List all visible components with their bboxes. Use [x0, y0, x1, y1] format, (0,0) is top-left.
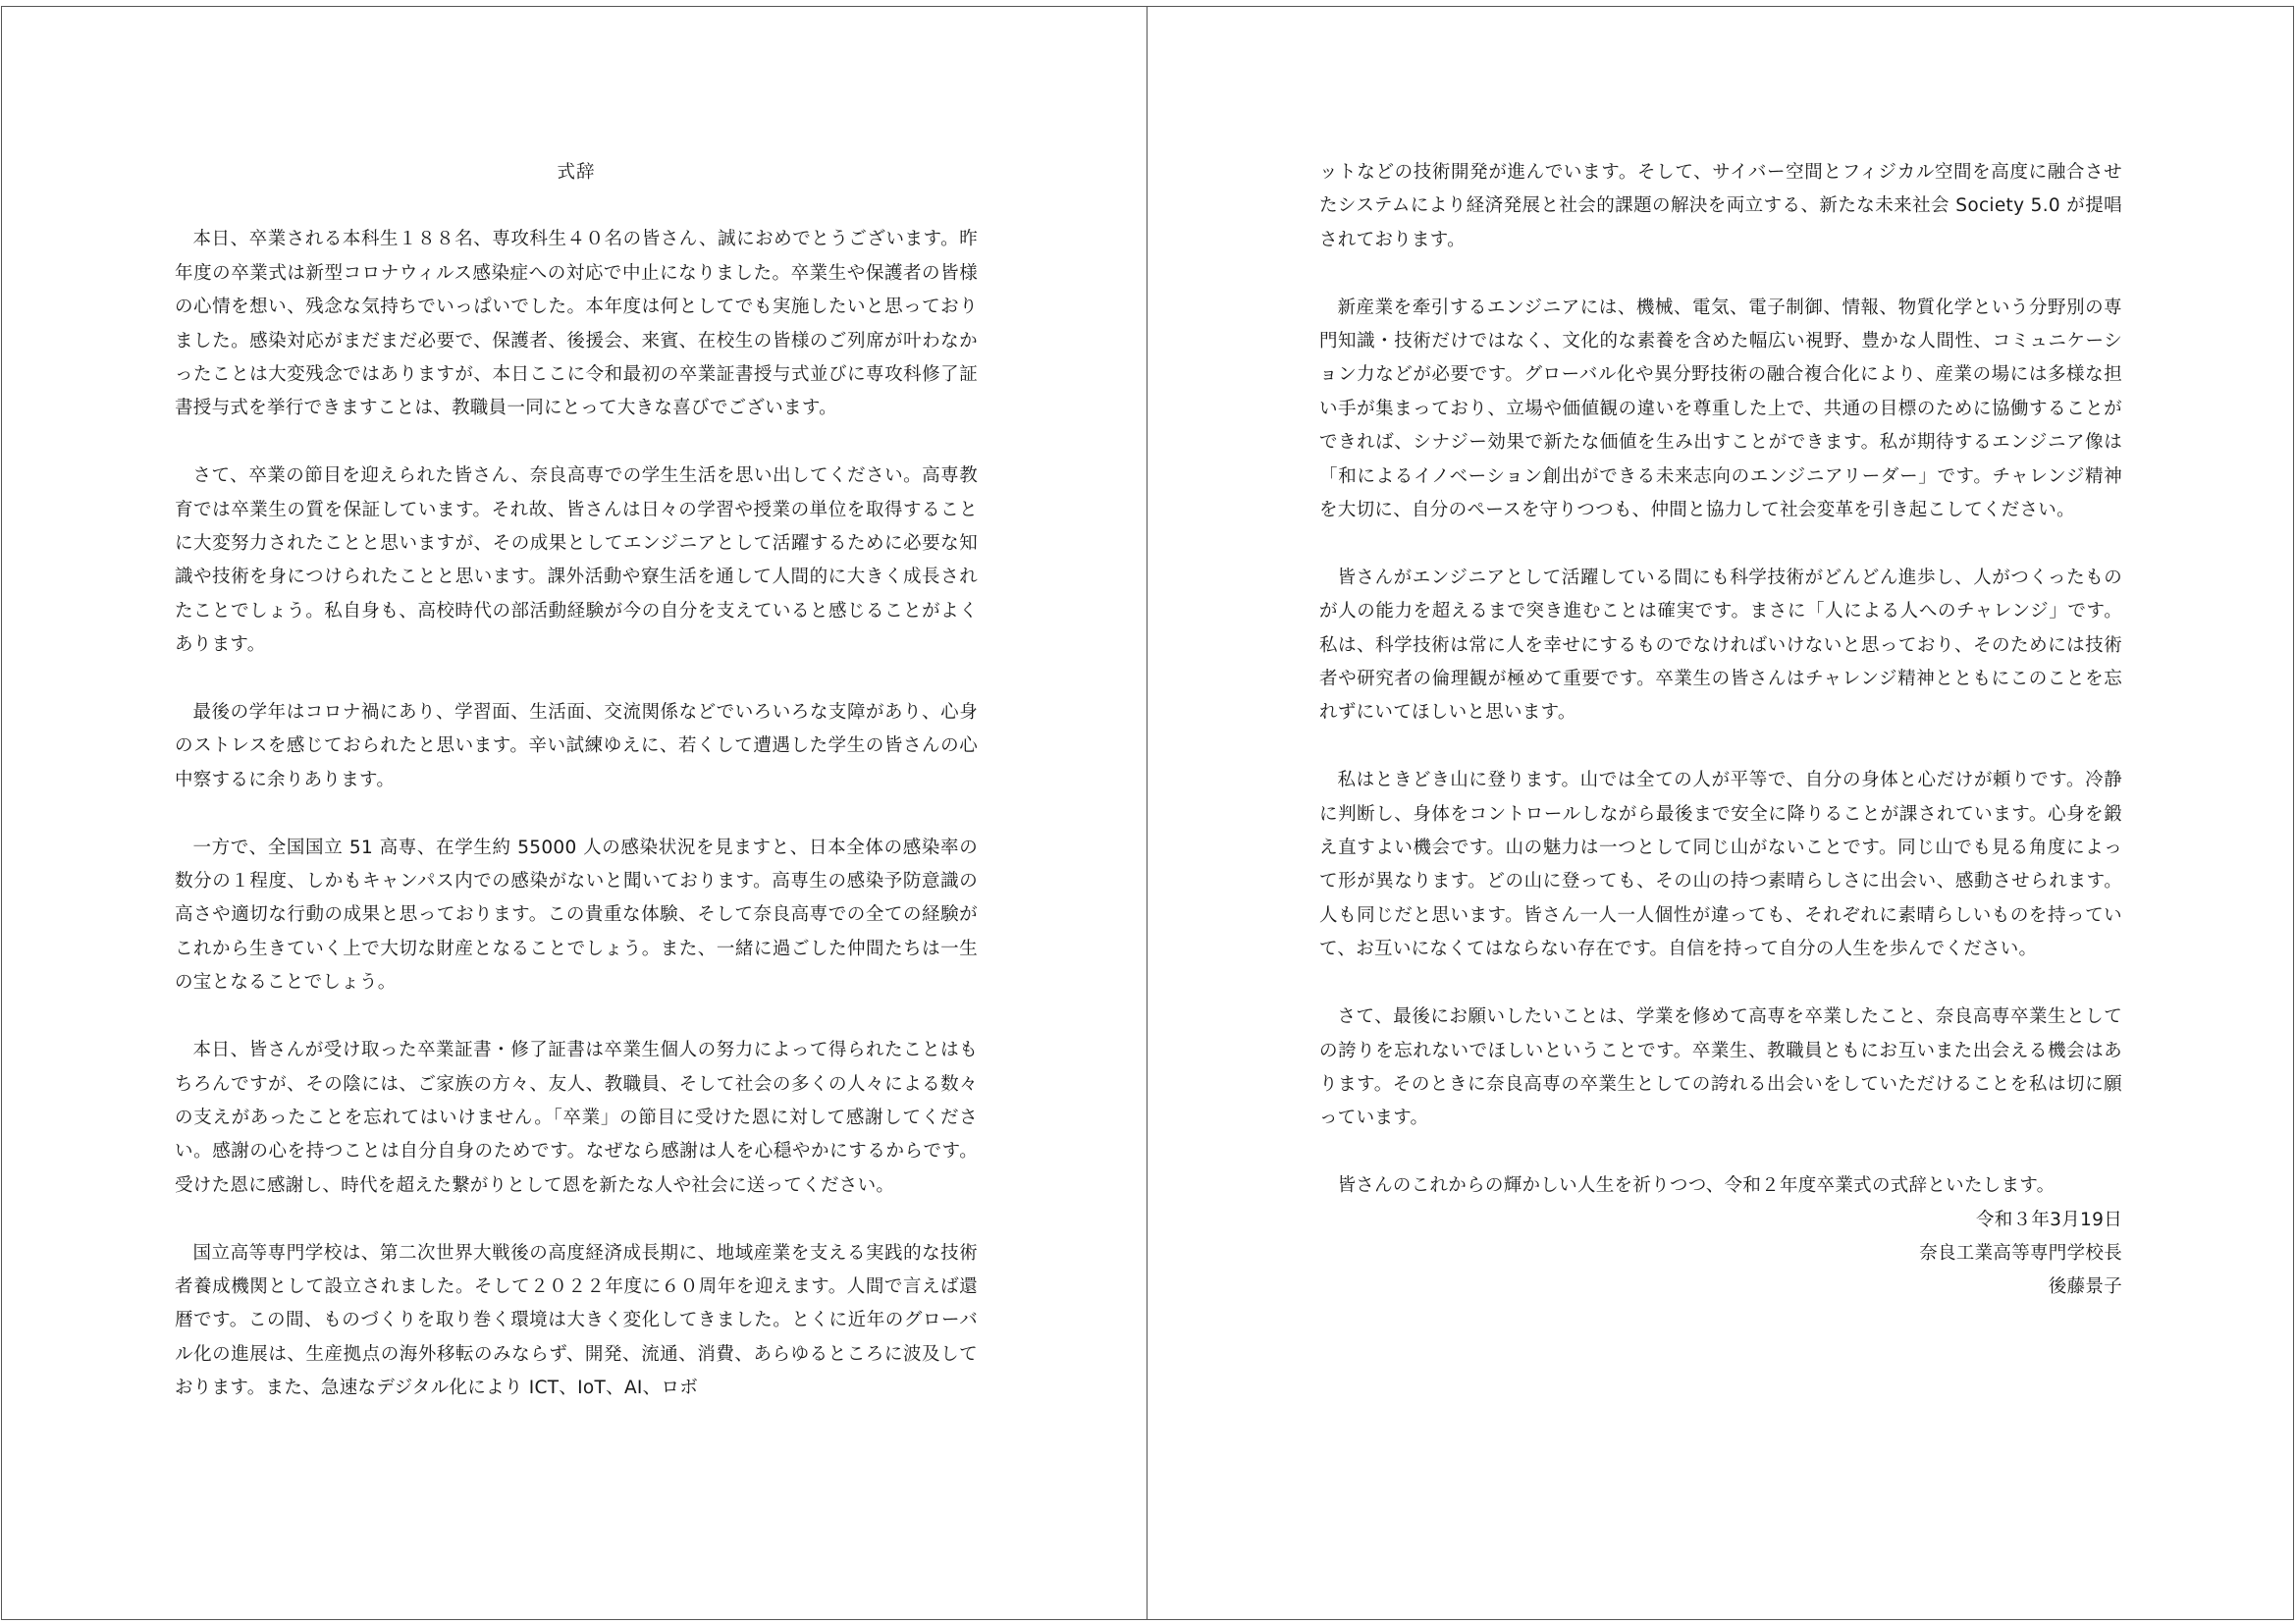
right-page-content: [1319, 156, 2122, 1305]
right-page: [1147, 6, 2294, 1620]
left-page: [1, 6, 1149, 1620]
paragraph-mountains: 私はときどき山に登ります。山では全ての人が平等で、自分の身体と心だけが頼りです。冷静に判断し、身体をコントロールしながら最後まで安全に降りることが課されています。心身を鍛え直すよい機会です。山の魅力は一つとして同じ山がないことです。同じ山でも見る角度によって形が異なります。どの山に登っても、その山の持つ素晴らしさに出会い、感動させられます。人も同じだと思います。皆さん一人一人個性が違っても、それぞれに素晴らしいものを持っていて、お互いになくてはならない存在です。自信を持って自分の人生を歩んでください。: [1319, 770, 2122, 960]
signature-name: 後藤景子: [2048, 1276, 2122, 1298]
paragraph-kosen-history: 国立高等専門学校は、第二次世界大戦後の高度経済成長期に、地域産業を支える実践的な技術者養成機関として設立されました。そして２０２２年度に６０周年を迎えます。人間で言えば還暦です。この間、ものづくりを取り巻く環境は大きく変化してきました。とくに近年のグローバル化の進展は、生産拠点の海外移転のみならず、開発、流通、消費、あらゆるところに波及しております。また、急速なデジタル化により ICT、IoT、AI、ロボ: [175, 1242, 978, 1399]
signature-date: 令和３年3月19日: [1975, 1209, 2122, 1230]
paragraph-covid-year: 最後の学年はコロナ禍にあり、学習面、生活面、交流関係などでいろいろな支障があり、心身のストレスを感じておられたと思います。辛い試練ゆえに、若くして遭遇した学生の皆さんの心中察するに余りあります。: [175, 702, 978, 790]
paragraph-infection-status: 一方で、全国国立 51 高専、在学生約 55000 人の感染状況を見ますと、日本全体の感染率の数分の１程度、しかもキャンパス内での感染がないと聞いております。高専生の感染予防意識の高さや適切な行動の成果と思っております。この貴重な体験、そして奈良高専での全ての経験がこれから生きていく上で大切な財産となることでしょう。また、一緒に過ごした仲間たちは一生の宝となることでしょう。: [175, 837, 978, 994]
paragraph-opening: 本日、卒業される本科生１８８名、専攻科生４０名の皆さん、誠におめでとうございます。昨年度の卒業式は新型コロナウィルス感染症への対応で中止になりました。卒業生や保護者の皆様の心情を想い、残念な気持ちでいっぱいでした。本年度は何としてでも実施したいと思っておりました。感染対応がまだまだ必要で、保護者、後援会、来賓、在校生の皆様のご列席が叶わなかったことは大変残念ではありますが、本日ここに令和最初の卒業証書授与式並びに専攻科修了証書授与式を挙行できますことは、教職員一同にとって大きな喜びでございます。: [175, 229, 978, 419]
paragraph-gratitude: 本日、皆さんが受け取った卒業証書・修了証書は卒業生個人の努力によって得られたことはもちろんですが、その陰には、ご家族の方々、友人、教職員、そして社会の多くの人々による数々の支えがあったことを忘れてはいけません。「卒業」の節目に受けた恩に対して感謝してください。感謝の心を持つことは自分自身のためです。なぜなら感謝は人を心穏やかにするからです。受けた恩に感謝し、時代を超えた繋がりとして恩を新たな人や社会に送ってください。: [175, 1040, 978, 1196]
paragraph-continuation: ットなどの技術開発が進んでいます。そして、サイバー空間とフィジカル空間を高度に融合させたシステムにより経済発展と社会的課題の解決を両立する、新たな未来社会 Society 5.0 が提唱されております。: [1319, 162, 2122, 250]
document-title: 式辞: [557, 162, 596, 183]
closing-line: 皆さんのこれからの輝かしい人生を祈りつつ、令和２年度卒業式の式辞といたします。: [1337, 1175, 2056, 1197]
paragraph-student-life: さて、卒業の節目を迎えられた皆さん、奈良高専での学生生活を思い出してください。高専教育では卒業生の質を保証しています。それ故、皆さんは日々の学習や授業の単位を取得することに大変努力されたことと思いますが、その成果としてエンジニアとして活躍するために必要な知識や技術を身につけられたことと思います。課外活動や寮生活を通して人間的に大きく成長されたことでしょう。私自身も、高校時代の部活動経験が今の自分を支えていると感じることがよくあります。: [175, 465, 978, 656]
signature-institution: 奈良工業高等専門学校長: [1919, 1242, 2122, 1264]
signature-block: [1319, 1204, 2122, 1305]
left-page-content: [175, 156, 978, 1406]
paragraph-engineers: 新産業を牽引するエンジニアには、機械、電気、電子制御、情報、物質化学という分野別の専門知識・技術だけではなく、文化的な素養を含めた幅広い視野、豊かな人間性、コミュニケーション力などが必要です。グローバル化や異分野技術の融合複合化により、産業の場には多様な担い手が集まっており、立場や価値観の違いを尊重した上で、共通の目標のために協働することができれば、シナジー効果で新たな価値を生み出すことができます。私が期待するエンジニア像は「和によるイノベーション創出ができる未来志向のエンジニアリーダー」です。チャレンジ精神を大切に、自分のペースを守りつつも、仲間と協力して社会変革を引き起こしてください。: [1319, 297, 2122, 521]
paragraph-ethics: 皆さんがエンジニアとして活躍している間にも科学技術がどんどん進歩し、人がつくったものが人の能力を超えるまで突き進むことは確実です。まさに「人による人へのチャレンジ」です。私は、科学技術は常に人を幸せにするものでなければいけないと思っており、そのためには技術者や研究者の倫理観が極めて重要です。卒業生の皆さんはチャレンジ精神とともにこのことを忘れずにいてほしいと思います。: [1319, 567, 2122, 724]
paragraph-final-request: さて、最後にお願いしたいことは、学業を修めて高専を卒業したこと、奈良高専卒業生としての誇りを忘れないでほしいということです。卒業生、教職員ともにお互いまた出会える機会はあります。そのときに奈良高専の卒業生としての誇れる出会いをしていただけることを私は切に願っています。: [1319, 1006, 2122, 1129]
